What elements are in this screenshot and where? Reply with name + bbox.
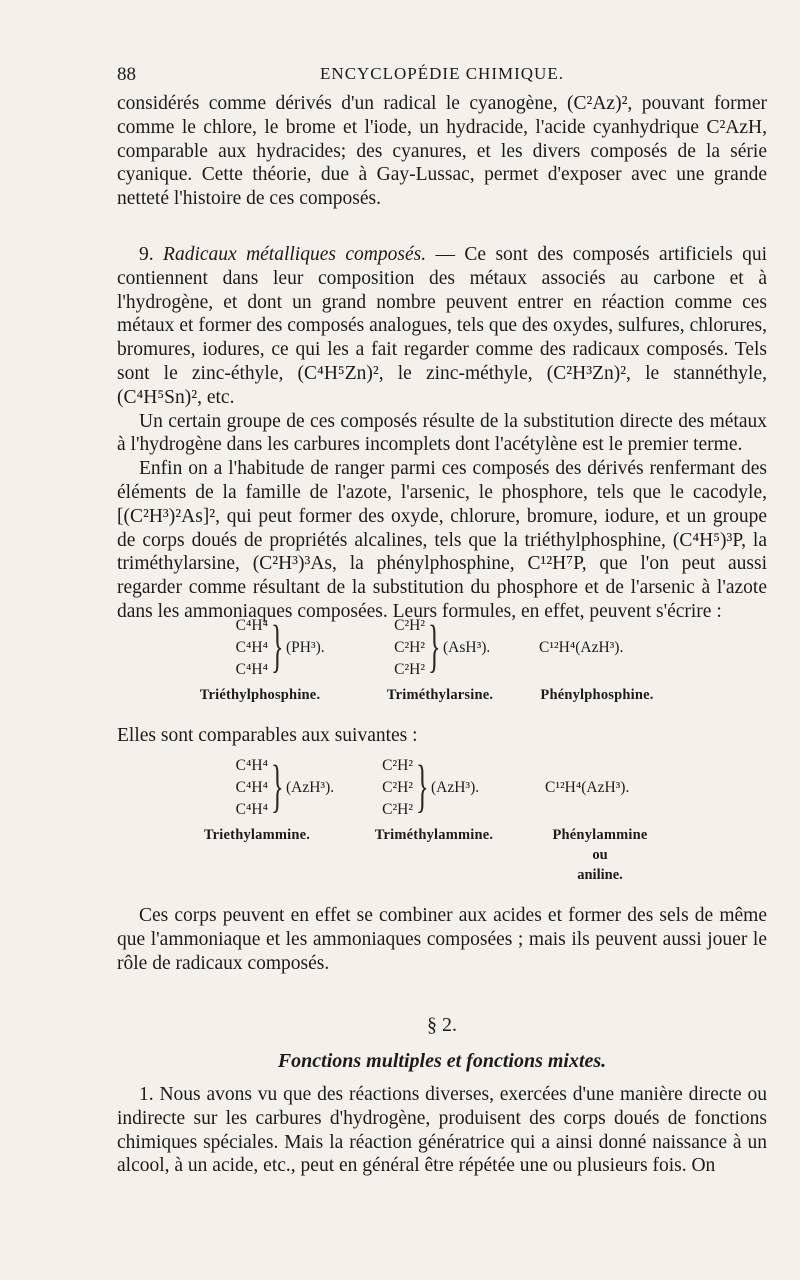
formula-term: C⁴H⁴ [235, 661, 268, 678]
formula-caption: Triméthylammine. [374, 827, 494, 843]
formula-radical: (PH³). [286, 639, 325, 656]
paragraph-text: Ces corps peuvent en effet se combiner aux acides et former des sels de même que l'ammoniaque et les ammoniaques composées ; mais ils peuvent aussi jouer le rôle de radicaux composés. [117, 905, 767, 974]
formula-single: C¹²H⁴(AzH³). [539, 639, 624, 656]
formula-stack [222, 615, 268, 681]
paragraph-text: Elles sont comparables aux suivantes : [117, 725, 418, 746]
formula-caption: Phénylphosphine. [540, 687, 654, 703]
paragraph-sels [117, 904, 767, 975]
brace-icon: } [416, 753, 429, 818]
paragraph-radicaux [117, 243, 767, 624]
page-number: 88 [117, 64, 136, 85]
paragraph-text: 1. Nous avons vu que des réactions diverses, exercées d'une manière directe ou indirecte sur les carbures d'hydrogène, produisent des corps doués de fonctions chimiques spéciales. Mais la réaction génératrice qui a ainsi donné naissance à un alcool, à un acide, etc., peut en général être répétée une ou plusieurs fois. On [117, 1084, 767, 1177]
running-title: ENCYCLOPÉDIE CHIMIQUE. [320, 64, 564, 83]
running-header [117, 64, 767, 88]
formula-block-phosphines [117, 613, 767, 703]
formula-term: C²H² [394, 661, 425, 678]
paragraph-comparables [117, 724, 767, 748]
section-title: Fonctions multiples et fonctions mixtes. [277, 1050, 607, 1072]
formula-radical: (AzH³). [286, 779, 335, 796]
formula-caption-alt: aniline. [577, 867, 623, 883]
paragraph-number: 9. [139, 244, 154, 265]
formula-stack [379, 615, 425, 681]
paragraph-cyanogene [117, 92, 767, 211]
section-number: § 2. [427, 1014, 457, 1036]
formula-caption: Triéthylphosphine. [199, 687, 321, 703]
paragraph-text: Enfin on a l'habitude de ranger parmi ces composés des dérivés renfermant des éléments de la famille de l'azote, l'arsenic, le phosphore, tels que le cacodyle, [(C²H³)²As]², qui peut former des oxyde, chlorure, bromure, iodure, et un groupe de corps doués de propriétés alcalines, tels que la triéthylphosphine, (C⁴H⁵)³P, la triméthylarsine, (C²H³)³As, la phénylphosphine, C¹²H⁷P, que l'on peut aussi regarder comme résultant de la substitution du phosphore et de l'arsenic à l'azote dans les ammoniaques composées. Leurs formules, en effet, peuvent s'écrire : [117, 458, 767, 622]
formula-radical: (AsH³). [443, 639, 491, 656]
formula-term: C⁴H⁴ [235, 617, 268, 634]
formula-caption: Phénylammine [552, 827, 648, 843]
formula-term: C²H² [394, 617, 425, 634]
paragraph-text: considérés comme dérivés d'un radical le cyanogène, (C²Az)², pouvant former comme le chlore, le brome et l'iode, un hydracide, l'acide cyanhydrique C²AzH, comparable aux hydracides; des cyanures, et les divers composés de la série cyanique. Cette théorie, due à Gay-Lussac, permet d'exposer avec une grande netteté l'histoire de ces composés. [117, 93, 767, 210]
paragraph-text: Un certain groupe de ces composés résulte de la substitution directe des métaux à l'hydrogène dans les carbures incomplets dont l'acétylène est le premier terme. [117, 410, 767, 456]
brace-icon: } [271, 613, 284, 678]
formula-term: C⁴H⁴ [235, 639, 268, 656]
formula-term: C²H² [394, 639, 425, 656]
formula-term: C⁴H⁴ [235, 801, 268, 818]
brace-icon: } [428, 613, 441, 678]
formula-single: C¹²H⁴(AzH³). [545, 779, 630, 796]
formula-caption-or: ou [592, 847, 608, 863]
formula-caption: Triethylammine. [203, 827, 311, 843]
formula-stack [222, 755, 268, 821]
formula-caption: Triméthylarsine. [386, 687, 494, 703]
formula-radical: (AzH³). [431, 779, 480, 796]
brace-icon: } [271, 753, 284, 818]
formula-term: C²H² [382, 757, 413, 774]
formula-term: C²H² [382, 779, 413, 796]
paragraph-fonctions [117, 1083, 767, 1178]
paragraph-body: — Ce sont des composés artificiels qui contiennent dans leur composition des métaux associés au carbone et à l'hydrogène, et dont un grand nombre peuvent entrer en réaction comme ces métaux et former des composés analogues, tels que des oxydes, sulfures, chlorures, bromures, iodures, ce qui les a fait regarder comme des radicaux composés. Tels sont le zinc-éthyle, (C⁴H⁵Zn)², le zinc-méthyle, (C²H³Zn)², le stannéthyle, (C⁴H⁵Sn)², etc. [117, 244, 767, 408]
paragraph-text [117, 243, 767, 410]
formula-term: C²H² [382, 801, 413, 818]
formula-stack [367, 755, 413, 821]
formula-term: C⁴H⁴ [235, 779, 268, 796]
formula-block-ammines [117, 753, 767, 883]
formula-term: C⁴H⁴ [235, 757, 268, 774]
paragraph-heading: Radicaux métalliques composés. [163, 244, 427, 265]
